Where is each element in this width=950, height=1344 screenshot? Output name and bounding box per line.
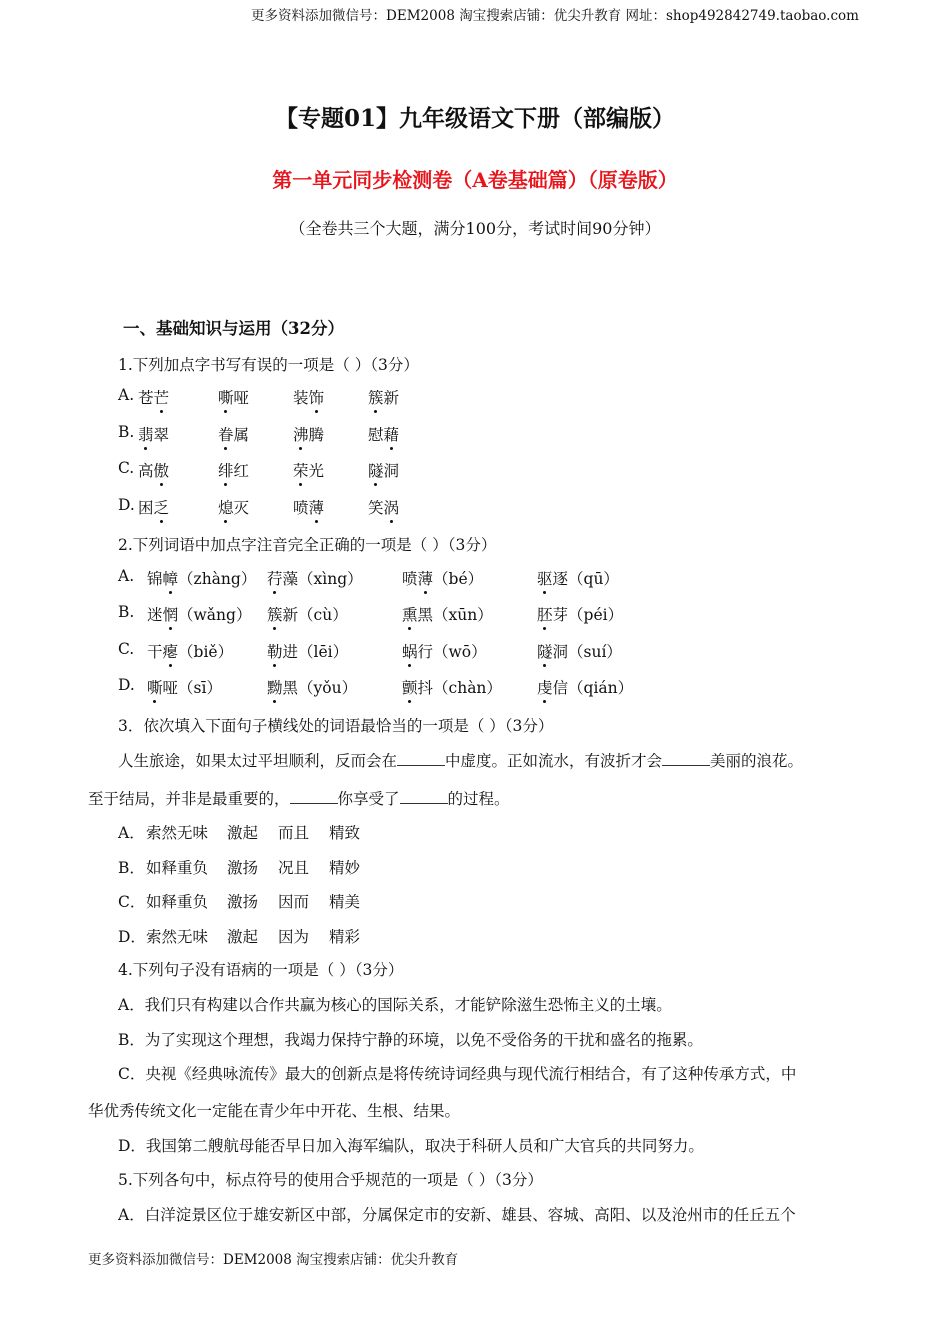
option-word: 精致 <box>329 824 361 842</box>
option-word <box>138 423 169 445</box>
blank-4 <box>400 789 448 804</box>
char: 进 <box>282 643 299 661</box>
option-word <box>138 386 169 408</box>
question-1-option <box>118 459 400 480</box>
option-label: B. <box>118 603 135 621</box>
option-word: 精彩 <box>329 928 361 946</box>
question-3-passage-line-2 <box>88 787 510 809</box>
question-2-stem: 2.下列词语中加点字注音完全正确的一项是（ ）（3分） <box>118 536 497 554</box>
option-word <box>368 496 399 518</box>
option-word <box>293 459 324 481</box>
passage-text: 人生旅途，如果太过平坦顺利，反而会在 <box>118 752 398 770</box>
question-2-option <box>118 567 619 588</box>
option-word <box>368 423 399 445</box>
pinyin: （wǎng） <box>178 606 252 624</box>
option-word: 精美 <box>329 893 361 911</box>
pinyin: （lēi） <box>298 643 349 661</box>
option-word <box>147 603 251 625</box>
char: 行 <box>417 643 434 661</box>
emphasized-char: 荣 <box>293 459 309 481</box>
passage-text: 美丽的浪花。 <box>710 752 804 770</box>
char: 腾 <box>308 426 325 444</box>
char: 黑 <box>417 606 434 624</box>
emphasized-char: 熄 <box>218 496 234 518</box>
emphasized-char: 瘪 <box>163 640 179 662</box>
pinyin: （chàn） <box>433 679 502 697</box>
emphasized-char: 涡 <box>384 496 400 518</box>
passage-text: 的过程。 <box>447 790 510 808</box>
passage-text: 中虚度。正如流水，有波折才会 <box>445 752 663 770</box>
char: 光 <box>308 462 325 480</box>
option-word: 精妙 <box>329 859 361 877</box>
blank-3 <box>290 789 338 804</box>
char: 逐 <box>552 570 569 588</box>
option-word <box>218 459 249 481</box>
option-word <box>147 567 256 589</box>
option-word: 激扬 <box>227 859 259 877</box>
question-3-option <box>118 890 361 912</box>
char: 信 <box>552 679 569 697</box>
emphasized-char: 黝 <box>267 676 283 698</box>
option-word <box>537 640 622 662</box>
char: 迷 <box>147 606 163 624</box>
header-banner: 更多资料添加微信号：DEM2008 淘宝搜索店铺：优尖升教育 网址：shop492842749.taobao.com <box>251 8 859 24</box>
option-word: 因而 <box>278 893 310 911</box>
char: 新 <box>282 606 299 624</box>
char: 苍 <box>138 389 154 407</box>
emphasized-char: 勒 <box>267 640 283 662</box>
footer-banner: 更多资料添加微信号：DEM2008 淘宝搜索店铺：优尖升教育 <box>88 1252 459 1268</box>
section-heading: 一、基础知识与运用（32分） <box>123 319 344 338</box>
pinyin: （qián） <box>568 679 634 697</box>
option-word <box>402 567 483 589</box>
option-word <box>368 386 399 408</box>
option-label: D. <box>118 676 135 694</box>
emphasized-char: 眷 <box>218 423 234 445</box>
emphasized-char: 薄 <box>418 567 434 589</box>
char: 洞 <box>552 643 569 661</box>
option-label: A. <box>118 567 135 585</box>
option-label: C. <box>118 640 135 658</box>
emphasized-char: 嘶 <box>147 676 163 698</box>
emphasized-char: 簇 <box>267 603 283 625</box>
question-1-stem: 1.下列加点字书写有误的一项是（ ）（3分） <box>118 356 419 374</box>
char: 灭 <box>233 499 250 517</box>
question-1-option <box>118 496 400 517</box>
option-word <box>368 459 399 481</box>
passage-text: 你享受了 <box>337 790 400 808</box>
char: 困 <box>138 499 154 517</box>
option-word: 激扬 <box>227 893 259 911</box>
option-word <box>138 459 169 481</box>
option-word <box>218 386 249 408</box>
pinyin: （yǒu） <box>298 679 358 697</box>
char: 藻 <box>282 570 299 588</box>
option-label: D． <box>118 928 146 946</box>
blank-2 <box>662 751 710 766</box>
question-1-option <box>118 423 400 444</box>
option-word <box>402 603 493 625</box>
emphasized-char: 惘 <box>163 603 179 625</box>
emphasized-char: 隧 <box>537 640 553 662</box>
char: 笑 <box>368 499 384 517</box>
option-word <box>267 567 363 589</box>
question-4-option-c: C．央视《经典咏流传》最大的创新点是将传统诗词经典与现代流行相结合，有了这种传承方式，中 <box>118 1065 797 1083</box>
emphasized-char: 熏 <box>402 603 418 625</box>
char: 属 <box>233 426 250 444</box>
char: 哑 <box>162 679 179 697</box>
question-4-stem: 4.下列句子没有语病的一项是（ ）（3分） <box>118 961 404 979</box>
option-word: 如释重负 <box>146 859 209 877</box>
option-word: 激起 <box>227 928 259 946</box>
option-word: 索然无味 <box>146 824 209 842</box>
question-4-option-b: B．为了实现这个理想，我竭力保持宁静的环境，以免不受俗务的干扰和盛名的拖累。 <box>118 1031 703 1049</box>
emphasized-char: 簇 <box>368 386 384 408</box>
char: 喷 <box>402 570 418 588</box>
emphasized-char: 翡 <box>138 423 154 445</box>
page-title: 【专题01】九年级语文下册（部编版） <box>274 105 675 132</box>
option-label: A． <box>118 824 145 842</box>
emphasized-char: 绯 <box>218 459 234 481</box>
option-word: 况且 <box>278 859 310 877</box>
char: 干 <box>147 643 163 661</box>
option-word <box>537 603 623 625</box>
emphasized-char: 胚 <box>537 603 553 625</box>
option-word <box>537 567 619 589</box>
char: 黑 <box>282 679 299 697</box>
emphasized-char: 隧 <box>368 459 384 481</box>
option-word <box>267 603 348 625</box>
pinyin: （qū） <box>568 570 619 588</box>
emphasized-char: 芒 <box>154 386 170 408</box>
emphasized-char: 荇 <box>267 567 283 589</box>
char: 洞 <box>383 462 400 480</box>
emphasized-char: 藉 <box>384 423 400 445</box>
option-word <box>267 676 357 698</box>
char: 新 <box>383 389 400 407</box>
option-word <box>293 423 324 445</box>
question-5-option-a: A．白洋淀景区位于雄安新区中部，分属保定市的安新、雄县、容城、高阳、以及沧州市的任丘五个 <box>118 1206 796 1224</box>
option-label: A. <box>118 386 135 404</box>
option-word <box>293 496 324 518</box>
page-subtitle: 第一单元同步检测卷（A卷基础篇）（原卷版） <box>272 168 678 192</box>
question-2-option <box>118 640 622 661</box>
pinyin: （xìng） <box>298 570 363 588</box>
option-label: C. <box>118 459 135 477</box>
option-label: B． <box>118 859 145 877</box>
emphasized-char: 颤 <box>402 676 418 698</box>
option-word <box>402 676 502 698</box>
emphasized-char: 饰 <box>309 386 325 408</box>
pinyin: （bé） <box>433 570 484 588</box>
question-4-option-a: A．我们只有构建以合作共赢为核心的国际关系，才能铲除滋生恐怖主义的土壤。 <box>118 996 672 1014</box>
char: 抖 <box>417 679 434 697</box>
question-3-stem: 3．依次填入下面句子横线处的词语最恰当的一项是（ ）（3分） <box>118 717 554 735</box>
char: 高 <box>138 462 154 480</box>
emphasized-char: 虔 <box>537 676 553 698</box>
question-2-option <box>118 676 634 697</box>
char: 哑 <box>233 389 250 407</box>
blank-1 <box>397 751 445 766</box>
char: 锦 <box>147 570 163 588</box>
emphasized-char: 蜗 <box>402 640 418 662</box>
char: 装 <box>293 389 309 407</box>
option-word <box>147 676 222 698</box>
pinyin: （péi） <box>568 606 624 624</box>
char: 芽 <box>552 606 569 624</box>
option-word <box>537 676 633 698</box>
exam-note: （全卷共三个大题，满分100分，考试时间90分钟） <box>289 219 661 238</box>
option-word <box>147 640 233 662</box>
char: 翠 <box>153 426 170 444</box>
question-3-option <box>118 925 361 947</box>
option-word: 而且 <box>278 824 310 842</box>
emphasized-char: 傲 <box>154 459 170 481</box>
pinyin: （wō） <box>433 643 487 661</box>
option-word <box>402 640 487 662</box>
option-word <box>218 423 249 445</box>
question-4-option-c-cont: 华优秀传统文化一定能在青少年中开花、生根、结果。 <box>88 1102 461 1120</box>
option-word: 索然无味 <box>146 928 209 946</box>
question-3-option <box>118 856 361 878</box>
emphasized-char: 嘶 <box>218 386 234 408</box>
char: 红 <box>233 462 250 480</box>
option-label: B. <box>118 423 135 441</box>
emphasized-char: 驱 <box>537 567 553 589</box>
passage-text: 至于结局，并非是最重要的， <box>88 790 290 808</box>
option-word: 激起 <box>227 824 259 842</box>
pinyin: （zhàng） <box>178 570 257 588</box>
option-word <box>138 496 169 518</box>
char: 慰 <box>368 426 384 444</box>
option-label: C． <box>118 893 146 911</box>
pinyin: （suí） <box>568 643 622 661</box>
question-2-option <box>118 603 624 624</box>
pinyin: （xūn） <box>433 606 493 624</box>
question-3-passage-line-1 <box>118 749 803 771</box>
option-word <box>218 496 249 518</box>
option-word <box>267 640 348 662</box>
char: 喷 <box>293 499 309 517</box>
emphasized-char: 幛 <box>163 567 179 589</box>
question-5-stem: 5.下列各句中，标点符号的使用合乎规范的一项是（ ）（3分） <box>118 1171 543 1189</box>
question-1-option <box>118 386 400 407</box>
option-label: D. <box>118 496 135 514</box>
question-4-option-d: D．我国第二艘航母能否早日加入海军编队，取决于科研人员和广大官兵的共同努力。 <box>118 1137 704 1155</box>
question-3-option <box>118 821 361 843</box>
pinyin: （biě） <box>178 643 234 661</box>
option-word <box>293 386 324 408</box>
pinyin: （sī） <box>178 679 222 697</box>
emphasized-char: 沸 <box>293 423 309 445</box>
option-word: 因为 <box>278 928 310 946</box>
emphasized-char: 乏 <box>154 496 170 518</box>
option-word: 如释重负 <box>146 893 209 911</box>
emphasized-char: 薄 <box>309 496 325 518</box>
pinyin: （cù） <box>298 606 348 624</box>
